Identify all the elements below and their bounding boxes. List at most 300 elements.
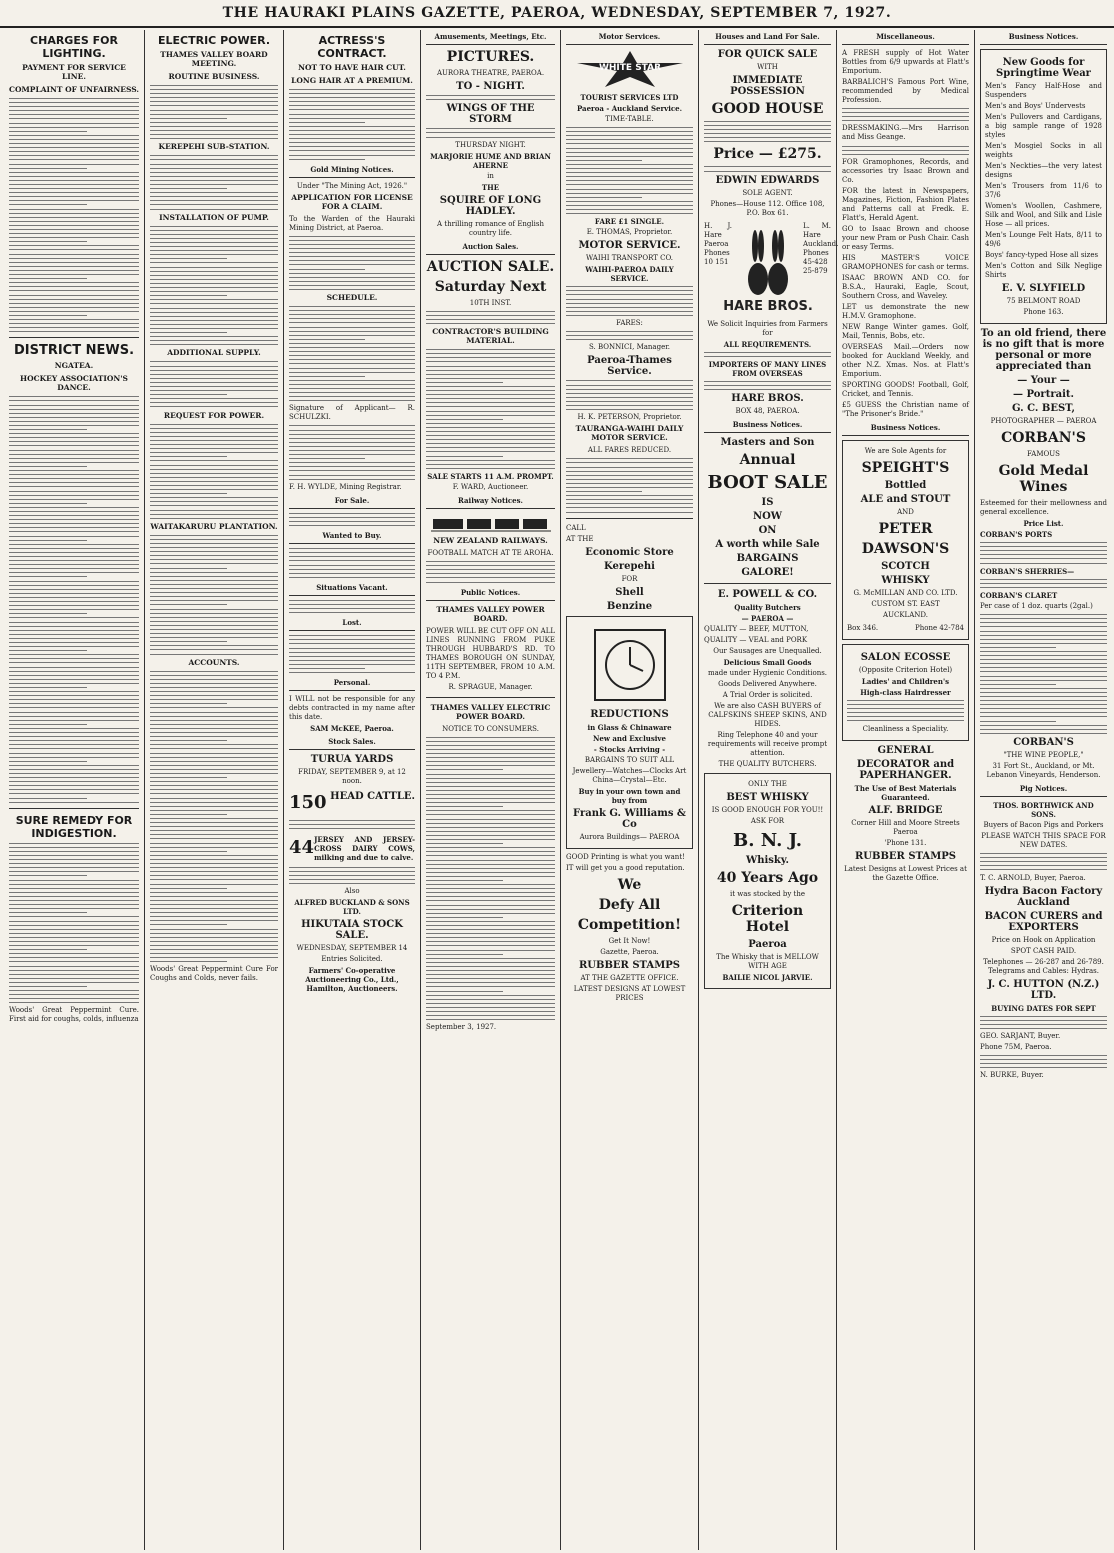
text-line [150, 192, 278, 193]
article-body [150, 535, 278, 655]
warden-line: To the Warden of the Hauraki Mining District, at Paeroa. [289, 214, 415, 232]
text-line [289, 351, 415, 352]
article-body [150, 671, 278, 963]
text-line [289, 260, 415, 261]
text-line [566, 335, 693, 336]
text-line [9, 617, 139, 618]
text-line [9, 266, 139, 267]
text-line [426, 810, 555, 811]
text-line [426, 737, 555, 738]
text-line [980, 712, 1107, 713]
text-line [289, 273, 415, 274]
text-line [289, 264, 415, 265]
text-line [426, 954, 503, 955]
text-line [9, 396, 139, 397]
text-line [426, 1003, 555, 1004]
text-line [426, 565, 555, 566]
text-line [9, 441, 139, 442]
text-line [150, 428, 278, 429]
text-line [9, 568, 139, 569]
text-line [426, 1011, 555, 1012]
text-line [150, 588, 278, 589]
text-line [980, 1063, 1107, 1064]
text-line [150, 683, 278, 684]
text-line [566, 409, 693, 410]
ad-body [842, 146, 969, 155]
text-line [150, 875, 278, 876]
text-line [426, 896, 555, 897]
text-line [980, 733, 1107, 734]
column-2 [145, 30, 284, 1550]
article-body [289, 89, 415, 160]
text-line [847, 716, 964, 717]
text-line [566, 331, 693, 332]
text-line [150, 613, 278, 614]
text-line [150, 262, 278, 263]
frank-williams: Frank G. Williams & Co [573, 807, 686, 830]
text-line [980, 587, 1107, 588]
text-line [9, 274, 139, 275]
text-line [9, 736, 139, 737]
text-line [150, 654, 278, 655]
pictures: PICTURES. [446, 49, 535, 65]
text-line [150, 101, 278, 102]
text-line [9, 204, 87, 205]
text-line [9, 691, 139, 692]
text-line [150, 724, 278, 725]
text-line [842, 112, 969, 113]
text-line [426, 374, 555, 375]
text-line [150, 769, 278, 770]
text-line [9, 789, 139, 790]
text-line [426, 900, 555, 901]
text-line [150, 254, 278, 255]
text-line [289, 368, 415, 369]
text-line [842, 108, 969, 109]
article-body [9, 843, 139, 1004]
text-line [9, 986, 87, 987]
wings-storm: WINGS OF THE STORM [446, 103, 535, 126]
text-line [426, 974, 555, 975]
text-line [9, 233, 139, 234]
text-line [426, 468, 555, 469]
text-line [150, 378, 278, 379]
salon-ad: SALON ECOSSE (Opposite Criterion Hotel) Ladies' and Children's High-class Hairdresser Cleanliness a Speciality. [842, 644, 969, 741]
turua-yards: TURUA YARDS [310, 754, 394, 766]
text-line [426, 864, 555, 865]
text-line [9, 225, 139, 226]
text-line [704, 133, 831, 134]
section-public: Public Notices. [426, 586, 555, 601]
text-line [150, 818, 278, 819]
text-line [426, 561, 555, 562]
tvepb: THAMES VALLEY ELECTRIC POWER BOARD. [430, 702, 551, 721]
text-line [566, 380, 693, 381]
text-line [842, 150, 969, 151]
text-line [980, 651, 1107, 652]
section-personal: Personal. [289, 676, 415, 691]
count-150: 150 [289, 792, 327, 814]
text-line [289, 372, 415, 373]
text-line [150, 497, 278, 498]
text-line [566, 294, 693, 295]
headline-electric-power: ELECTRIC POWER. [158, 34, 270, 47]
text-line [426, 786, 555, 787]
ad-body [566, 380, 693, 410]
text-line [426, 860, 555, 861]
text-line [289, 608, 415, 609]
text-line [980, 671, 1107, 672]
text-line [426, 769, 503, 770]
text-line [704, 166, 831, 167]
text-line [150, 299, 278, 300]
text-line [9, 159, 139, 160]
text-line [289, 155, 415, 156]
text-line [566, 467, 693, 468]
text-line [150, 200, 278, 201]
price-rows [980, 579, 1107, 588]
section-auctions: Auction Sales. [426, 240, 555, 255]
text-line [289, 820, 415, 821]
text-line [150, 596, 278, 597]
text-line [150, 629, 278, 630]
text-line [150, 489, 278, 490]
ad-body [426, 128, 555, 137]
text-line [289, 521, 415, 522]
text-line [9, 188, 139, 189]
text-line [289, 425, 415, 426]
text-line [150, 316, 278, 317]
text-line [9, 237, 139, 238]
ad-body [704, 166, 831, 171]
text-line [9, 536, 139, 537]
text-line [9, 888, 139, 889]
text-line [426, 839, 555, 840]
text-line [150, 332, 227, 333]
text-line [9, 523, 139, 524]
text-line [150, 834, 278, 835]
text-line [426, 370, 555, 371]
text-line [9, 585, 139, 586]
text-line [9, 327, 139, 328]
text-line [150, 740, 227, 741]
text-line [150, 510, 278, 511]
text-line [289, 569, 415, 570]
text-line [9, 445, 139, 446]
text-line [426, 745, 555, 746]
text-line [842, 154, 969, 155]
text-line [426, 847, 555, 848]
text-line [289, 335, 415, 336]
text-line [9, 531, 139, 532]
farmers-coop: Farmers' Co-operative Auctioneering Co., Ltd., Hamilton, Auctioneers. [305, 966, 399, 994]
jersey-cows: JERSEY AND JERSEY-CROSS DAIRY COWS, milking and due to calve. [314, 834, 415, 862]
text-line [9, 1002, 139, 1003]
text-line [289, 525, 415, 526]
text-line [9, 209, 139, 210]
text-line [150, 789, 278, 790]
article-body [150, 361, 278, 407]
text-line [150, 551, 278, 552]
text-line [150, 961, 227, 962]
text-line [9, 707, 139, 708]
text-line [150, 485, 278, 486]
text-line [150, 580, 278, 581]
subhead-hockey: HOCKEY ASSOCIATION'S DANCE. [20, 374, 128, 393]
text-line [426, 806, 503, 807]
text-line [150, 703, 227, 704]
text-line [9, 765, 139, 766]
text-line [980, 692, 1107, 693]
text-line [150, 505, 278, 506]
text-line [566, 405, 693, 406]
hikutaia-date: WEDNESDAY, SEPTEMBER 14 [296, 944, 408, 953]
text-line [9, 556, 139, 557]
text-line [150, 320, 278, 321]
text-line [9, 241, 87, 242]
text-line [9, 295, 139, 296]
text-line [150, 712, 278, 713]
text-line [426, 958, 555, 959]
text-line [150, 937, 278, 938]
subhead-hair: NOT TO HAVE HAIR CUT. [298, 63, 406, 72]
text-line [9, 254, 139, 255]
text-line [150, 847, 278, 848]
text-line [9, 646, 139, 647]
ad-body [566, 286, 693, 316]
schedule-title: SCHEDULE. [326, 293, 378, 303]
text-line [150, 949, 278, 950]
text-line [426, 323, 555, 324]
masters-son: Masters and Son [720, 437, 815, 449]
text-line [980, 639, 1107, 640]
text-line [150, 753, 278, 754]
text-line [150, 900, 278, 901]
text-line [150, 773, 278, 774]
text-line [289, 256, 415, 257]
article-body [9, 396, 139, 802]
text-line [150, 904, 278, 905]
text-line [289, 97, 415, 98]
text-line [150, 757, 278, 758]
text-line [150, 555, 278, 556]
text-line [150, 402, 278, 403]
text-line [289, 513, 415, 514]
text-line [426, 982, 555, 983]
text-line [980, 861, 1107, 862]
boot-sale: BOOT SALE [707, 472, 828, 494]
text-line [289, 159, 365, 160]
text-line [150, 452, 278, 453]
text-line [9, 695, 139, 696]
text-line [289, 384, 415, 385]
text-line [9, 793, 139, 794]
text-line [9, 671, 139, 672]
text-line [980, 659, 1107, 660]
text-line [150, 777, 227, 778]
text-line [150, 822, 278, 823]
text-line [9, 282, 139, 283]
text-line [9, 425, 139, 426]
column-4: Amusements, Meetings, Etc. PICTURES. AURORA THEATRE, PAEROA. TO - NIGHT. WINGS OF THE STORM THURSDAY NIGHT. MARJORIE HUME AND BRIAN AHERNE in THE SQUIRE OF LONG HADLEY. A thrilling romance of English country life. Auction Sales. AUCTION SALE. Saturday Next 10TH INST. CONTRACTOR'S BUILDING MATERIAL. SALE STARTS 11 A.M. PROMPT. F. WARD, Auctioneer. Railway Notices. NEW ZEALAND RAILWAYS. FOOTBALL MATCH AT TE AROHA. Public Notices. THAMES VALLEY POWER BOARD. POWER WILL BE CUT OFF ON ALL LINES RUNNING FROM PUKE THROUGH HUBBARD'S RD. TO THAMES BOROUGH ON SUNDAY, 11TH SEPTEMBER, FROM 10 A.M. TO 4 P.M. R. SPRAGUE, Manager. THAMES VALLEY ELECTRIC POWER BOARD. NOTICE TO CONSUMERS. September 3, 1927. [421, 30, 561, 1550]
text-line [566, 483, 693, 484]
text-line [426, 95, 555, 96]
text-line [9, 564, 139, 565]
text-line [289, 388, 415, 389]
text-line [9, 192, 139, 193]
clock-icon [585, 625, 675, 705]
text-line [9, 740, 139, 741]
text-line [566, 135, 693, 136]
text-line [150, 748, 278, 749]
headline-actress: ACTRESS'S CONTRACT. [317, 34, 387, 60]
text-line [426, 460, 555, 461]
text-line [980, 563, 1107, 564]
text-line [9, 106, 139, 107]
text-line [9, 699, 139, 700]
text-line [426, 851, 555, 852]
text-line [150, 164, 278, 165]
text-line [289, 664, 415, 665]
text-line [9, 744, 139, 745]
text-line [150, 838, 278, 839]
text-line [150, 810, 278, 811]
text-line [289, 359, 415, 360]
text-line [847, 712, 964, 713]
text-line [426, 366, 555, 367]
ad-body [980, 853, 1107, 870]
text-line [980, 647, 1056, 648]
text-line [426, 884, 555, 885]
text-line [566, 491, 642, 492]
text-line [150, 336, 278, 337]
column-3 [284, 30, 421, 1550]
text-line [9, 548, 139, 549]
text-line [150, 863, 278, 864]
text-line [426, 966, 555, 967]
text-line [9, 213, 139, 214]
text-line [150, 188, 227, 189]
text-line [980, 716, 1107, 717]
text-line [289, 434, 415, 435]
text-line [150, 798, 278, 799]
text-line [847, 708, 964, 709]
text-line [289, 828, 415, 829]
text-line [9, 609, 139, 610]
text-line [9, 118, 139, 119]
text-line [289, 244, 415, 245]
text-line [9, 847, 139, 848]
text-line [426, 431, 555, 432]
text-line [150, 134, 278, 135]
text-line [9, 429, 87, 430]
text-line [150, 493, 227, 494]
text-line [150, 242, 278, 243]
text-line [150, 110, 278, 111]
section-motor: Motor Services. [566, 30, 693, 45]
text-line [9, 662, 139, 663]
text-line [426, 378, 555, 379]
subhead-ngatea: NGATEA. [54, 361, 94, 371]
headline-indigestion: SURE REMEDY FOR INDIGESTION. [15, 813, 133, 840]
text-line [9, 634, 139, 635]
text-line [566, 303, 693, 304]
text-line [9, 527, 139, 528]
text-line [426, 872, 555, 873]
text-line [150, 728, 278, 729]
text-line [566, 512, 693, 513]
text-line [150, 436, 278, 437]
text-line [566, 397, 693, 398]
text-line [289, 146, 415, 147]
text-line [9, 98, 139, 99]
train-icon [431, 513, 551, 533]
text-line [566, 458, 693, 459]
text-line [9, 405, 139, 406]
text-line [289, 114, 415, 115]
text-line [426, 888, 555, 889]
text-line [980, 558, 1107, 559]
ad-body [980, 614, 1107, 734]
text-line [426, 349, 555, 350]
text-line [426, 423, 555, 424]
text-line [150, 287, 278, 288]
text-line [426, 128, 555, 129]
text-line [9, 921, 139, 922]
white-star-text: WHITE STAR [598, 63, 661, 73]
ad-body [426, 95, 555, 100]
text-line [426, 439, 555, 440]
text-line [289, 824, 415, 825]
section-railway: Railway Notices. [426, 494, 555, 509]
text-line [150, 539, 278, 540]
text-line [980, 546, 1107, 547]
contractor-material: CONTRACTOR'S BUILDING MATERIAL. [432, 327, 549, 346]
application-title: APPLICATION FOR LICENSE FOR A CLAIM. [291, 192, 413, 211]
text-line [426, 933, 555, 934]
text-line [9, 470, 139, 471]
text-line [980, 676, 1107, 677]
text-line [9, 499, 139, 500]
text-line [426, 778, 555, 779]
text-line [150, 469, 278, 470]
text-line [150, 600, 278, 601]
text-line [566, 495, 693, 496]
text-line [150, 126, 278, 127]
text-line [150, 830, 278, 831]
text-line [426, 1015, 555, 1016]
text-line [289, 438, 415, 439]
text-line [980, 1016, 1107, 1017]
text-line [150, 386, 278, 387]
text-line [9, 892, 139, 893]
text-line [9, 258, 139, 259]
text-line [426, 398, 555, 399]
text-line [9, 221, 139, 222]
text-line [150, 641, 227, 642]
text-line [150, 879, 278, 880]
text-line [9, 413, 139, 414]
text-line [9, 540, 87, 541]
text-line [289, 380, 415, 381]
text-line [980, 667, 1107, 668]
text-line [150, 184, 278, 185]
section-stock-sales: Stock Sales. [289, 735, 415, 750]
text-line [9, 949, 87, 950]
text-line [704, 352, 831, 353]
text-line [150, 234, 278, 235]
subhead-board-meeting: THAMES VALLEY BOARD MEETING. [160, 50, 268, 68]
